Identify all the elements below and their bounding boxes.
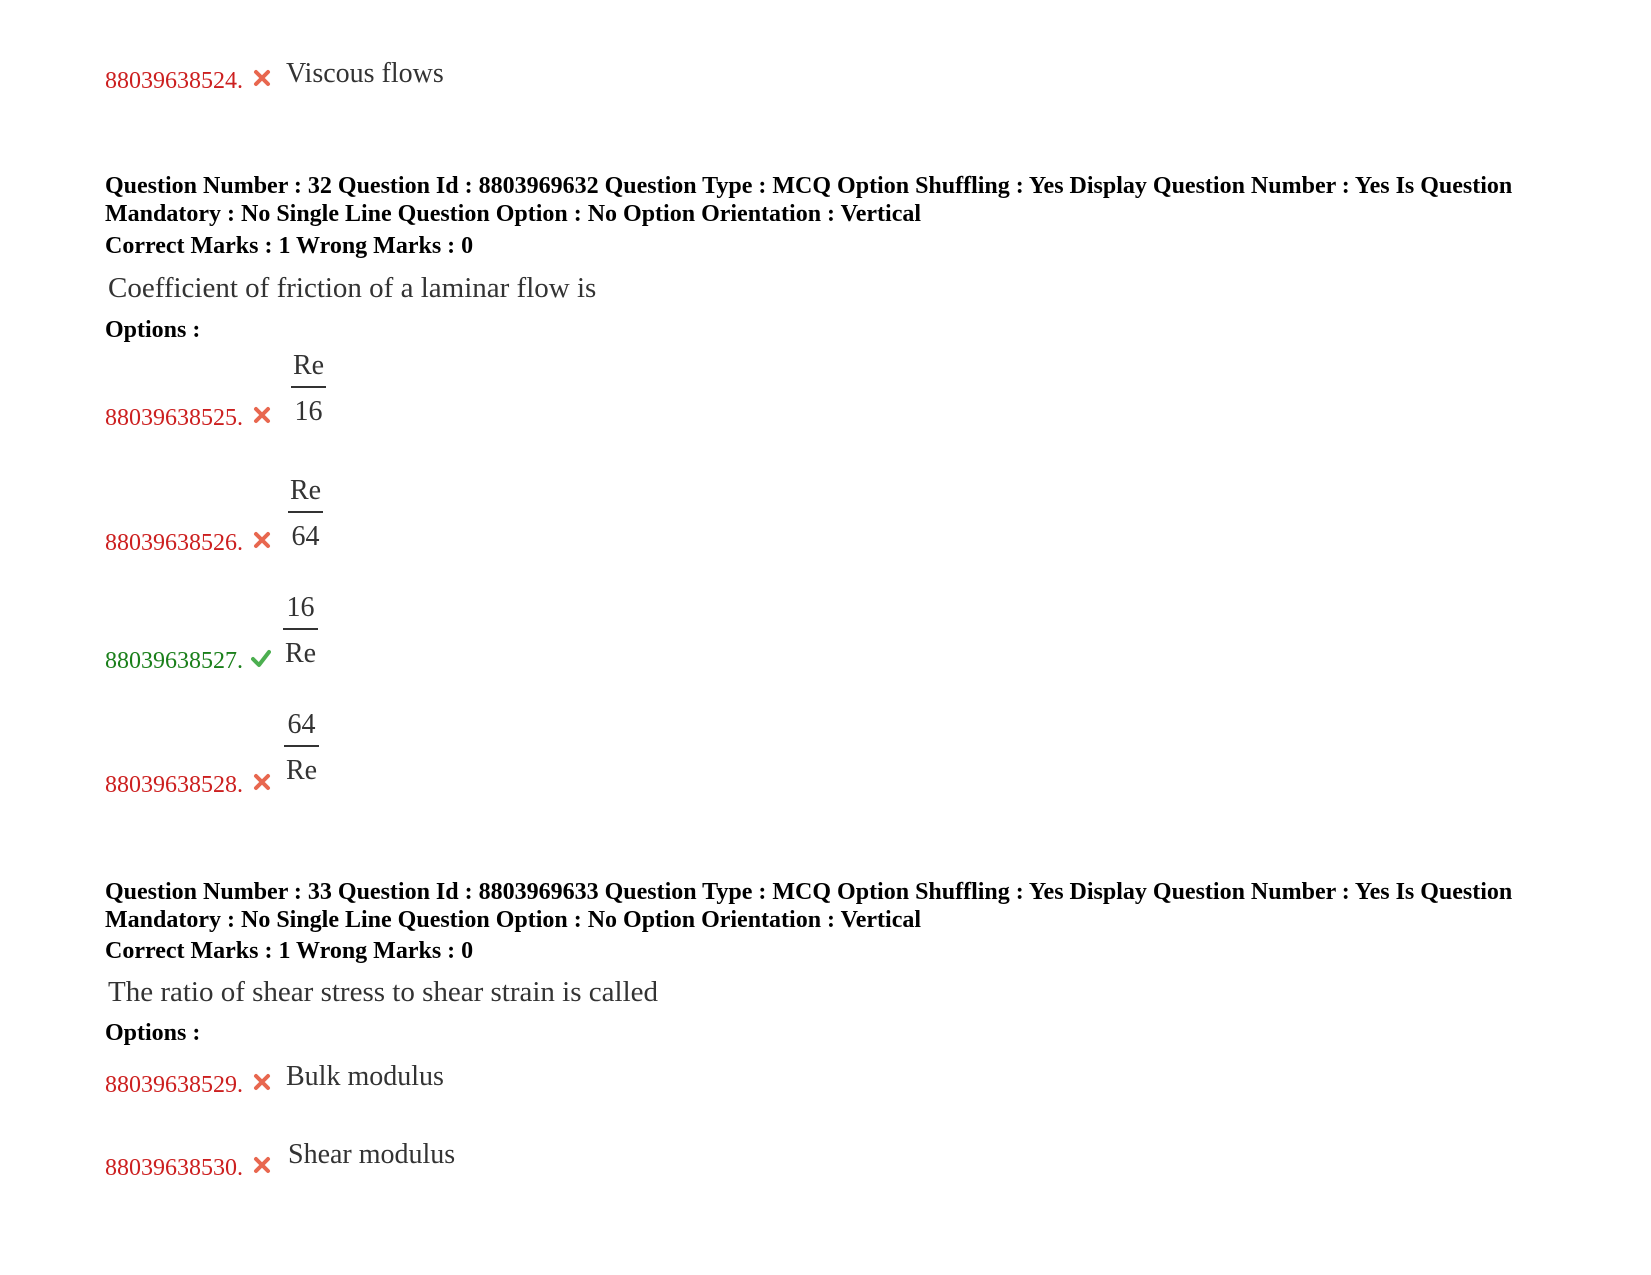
cross-icon (252, 530, 272, 550)
question-meta: Question Number : 32 Question Id : 8803969632 Question Type : MCQ Option Shuffling : Yes Display Question Number : Yes Is Question Mandatory : No Single Line Question Option : No Option Orientation : Vertical (105, 173, 1513, 227)
option-id: 88039638528. (105, 772, 243, 798)
option-id: 88039638527. (105, 648, 243, 674)
cross-icon (252, 1072, 272, 1092)
option-id: 88039638524. (105, 68, 243, 94)
option-text: Viscous flows (286, 58, 444, 89)
cross-icon (252, 772, 272, 792)
question-text: The ratio of shear stress to shear strain is called (108, 976, 659, 1008)
option-id: 88039638525. (105, 405, 243, 431)
option-text: Shear modulus (288, 1139, 456, 1170)
fraction-denominator: Re (285, 638, 317, 669)
cross-icon (252, 68, 272, 88)
option-fraction (283, 592, 318, 670)
option-fraction (284, 709, 319, 787)
cross-icon (252, 1155, 272, 1175)
question-meta: Question Number : 33 Question Id : 8803969633 Question Type : MCQ Option Shuffling : Yes Display Question Number : Yes Is Question Mandatory : No Single Line Question Option : No Option Orientation : Vertical (105, 879, 1513, 933)
fraction-numerator: 16 (286, 592, 315, 623)
question-marks: Correct Marks : 1 Wrong Marks : 0 (105, 938, 474, 964)
option-id: 88039638526. (105, 530, 243, 556)
options-label: Options : (105, 317, 201, 343)
fraction-denominator: Re (286, 755, 318, 786)
option-text: Bulk modulus (286, 1061, 444, 1092)
option-id: 88039638530. (105, 1155, 243, 1181)
question-text: Coefficient of friction of a laminar flow is (108, 272, 597, 304)
fraction-denominator: 64 (291, 521, 320, 552)
question-marks: Correct Marks : 1 Wrong Marks : 0 (105, 233, 474, 259)
option-id: 88039638529. (105, 1072, 243, 1098)
check-icon (251, 648, 271, 668)
cross-icon (252, 405, 272, 425)
fraction-numerator: Re (290, 475, 322, 506)
option-fraction (291, 350, 326, 428)
fraction-denominator: 16 (294, 396, 323, 427)
fraction-numerator: Re (293, 350, 325, 381)
options-label: Options : (105, 1020, 201, 1046)
option-fraction (288, 475, 323, 553)
fraction-numerator: 64 (287, 709, 316, 740)
